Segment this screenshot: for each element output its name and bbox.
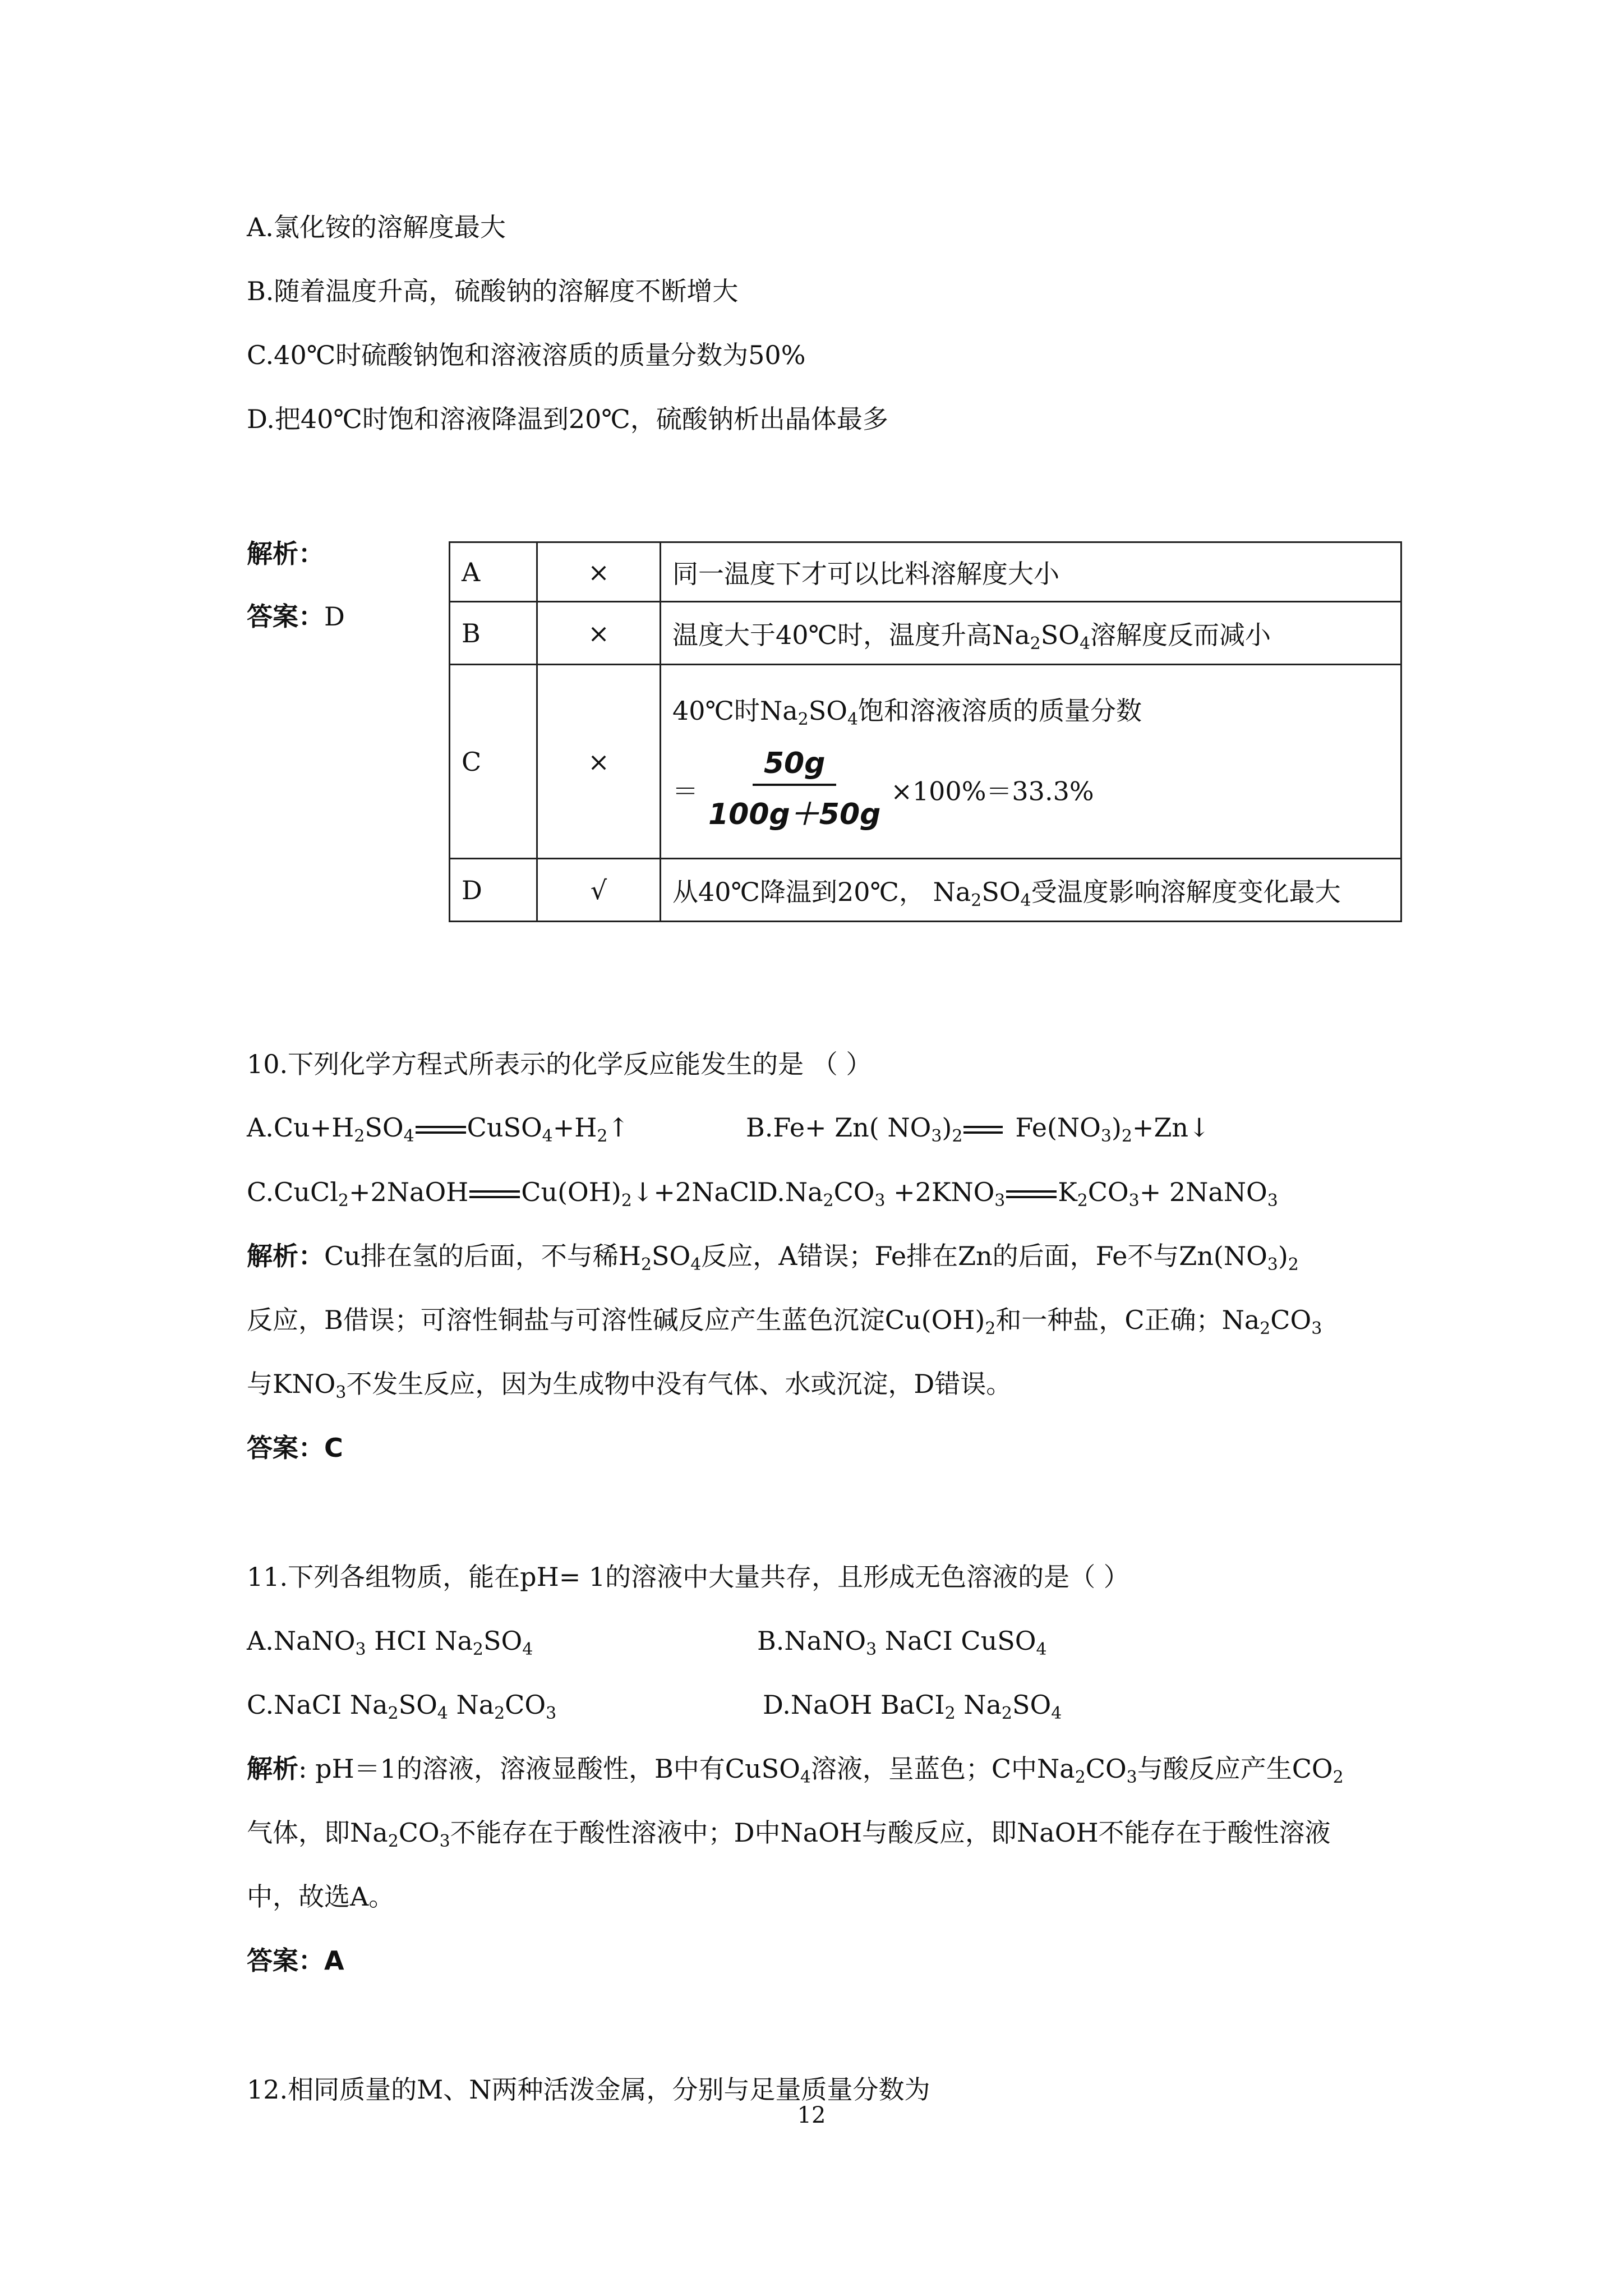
cross-mark: × <box>537 602 661 665</box>
row-label: A <box>450 542 537 602</box>
q12-stem: 12.相同质量的M、N两种活泼金属，分别与足量质量分数为 <box>247 2074 930 2105</box>
row-reason: 温度大于40℃时，温度升高$Na_2SO_4$溶解度反而减小 <box>661 602 1401 665</box>
q9-option-c: C.40℃时硫酸钠饱和溶液溶质的质量分数为50% <box>247 340 806 370</box>
equals-sign-icon <box>1006 1188 1057 1200</box>
q10-analysis-label: 解析： <box>247 1241 324 1271</box>
table-row-b <box>450 602 1401 665</box>
q11-analysis-line-3: 中，故选A。 <box>247 1881 395 1912</box>
cross-mark: × <box>537 542 661 602</box>
q9-answer <box>247 601 345 632</box>
page-number: 12 <box>797 2102 826 2128</box>
mass-fraction-formula: ＝ $\frac{50g}{100g+50g}$ ×100%＝33.3% <box>672 747 1094 831</box>
q10-answer: 答案：C <box>247 1433 343 1463</box>
q9-option-a: A.氯化铵的溶解度最大 <box>247 212 506 242</box>
q10-option-b: B.Fe+ Zn( $NO_3)_2$ $Fe(NO_3)_2+Zn↓$ <box>746 1112 1210 1146</box>
q10-stem: 10.下列化学方程式所表示的化学反应能发生的是 （ ） <box>247 1049 872 1079</box>
check-mark: √ <box>537 859 661 922</box>
q11-stem: 11.下列各组物质，能在pH= 1的溶液中大量共存，且形成无色溶液的是（ ） <box>247 1562 1129 1592</box>
row-reason: 同一温度下才可以比料溶解度大小 <box>661 542 1401 602</box>
equals-sign-icon <box>469 1188 520 1200</box>
q9-option-b: B.随着温度升高，硫酸钠的溶解度不断增大 <box>247 276 739 306</box>
row-label: D <box>450 859 537 922</box>
table-row-c <box>450 665 1401 859</box>
row-label: B <box>450 602 537 665</box>
q11-option-b: B.NaNO$_3$ NaCI CuSO$_4$ <box>757 1626 1047 1659</box>
q11-analysis-line-1: 解析: pH＝1的溶液，溶液显酸性，B中有CuSO$_4$溶液，呈蓝色；C中$Na_2CO_3$与酸反应产生$CO_2$ <box>247 1754 1344 1787</box>
q9-option-d: D.把40℃时饱和溶液降温到20℃，硫酸钠析出晶体最多 <box>247 404 888 434</box>
table-row-d <box>450 859 1401 922</box>
q11-analysis-line-2: 气体，即$Na_2CO_3$不能存在于酸性溶液中；D中NaOH与酸反应，即NaOH不能存在于酸性溶液 <box>247 1818 1331 1851</box>
q9-analysis-label: 解析： <box>247 539 324 569</box>
cross-mark: × <box>537 665 661 859</box>
q11-answer: 答案：A <box>247 1945 344 1976</box>
fraction: $\frac{50g}{100g+50g}$ <box>708 747 881 831</box>
q10-option-a: $A.Cu+H_2SO_4$ $CuSO_4+H_2↑$ <box>247 1112 629 1146</box>
q10-option-c: C.CuCl$_2$+2NaOH $Cu(OH)_2↓+2NaCl$ <box>247 1177 758 1211</box>
q11-analysis-label: 解析 <box>247 1754 298 1784</box>
q11-option-d: D.NaOH BaCI$_2$ $Na_2SO_4$ <box>763 1690 1062 1723</box>
q10-analysis-line-3: 与$KNO_3$不发生反应，因为生成物中没有气体、水或沉淀，D错误。 <box>247 1369 1012 1402</box>
q11-option-a: A.NaNO$_3$ HCI $Na_2SO_4$ <box>247 1626 533 1659</box>
row-reason: 40℃时$Na_2SO_4$饱和溶液溶质的质量分数 ＝ $\frac{50g}{100g+50g}$ ×100%＝33.3% <box>661 665 1401 859</box>
row-reason: 从40℃降温到20℃， $Na_2SO_4$受温度影响溶解度变化最大 <box>661 859 1401 922</box>
q9-analysis-table <box>449 541 1402 922</box>
equals-sign-icon <box>416 1124 466 1136</box>
row-label: C <box>450 665 537 859</box>
q10-analysis-line-1: 解析：Cu排在氢的后面，不与稀$H_2SO_4$反应，A错误；Fe排在Zn的后面，Fe不与$Zn(NO_3)_2$ <box>247 1241 1299 1274</box>
q9-answer-label: 答案： <box>247 601 324 632</box>
q9-answer-value: D <box>324 601 345 632</box>
q11-option-c: C.NaCI $Na_2SO_4$ $Na_2CO_3$ <box>247 1690 557 1723</box>
equals-sign-icon <box>963 1124 1003 1136</box>
q10-option-d: $D.Na_2CO_3 +2KNO_3$ $K_2CO_3+$ 2NaNO$_3$ <box>757 1177 1278 1211</box>
q10-analysis-line-2: 反应，B借误；可溶性铜盐与可溶性碱反应产生蓝色沉淀$Cu(OH)_2$和一种盐，C正确；$Na_2CO_3$ <box>247 1305 1322 1338</box>
table-row-a <box>450 542 1401 602</box>
